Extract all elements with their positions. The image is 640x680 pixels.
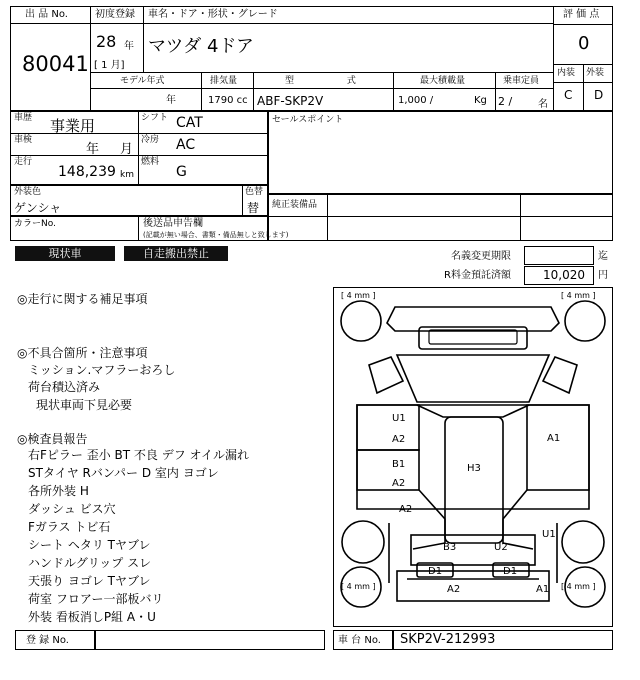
exterior-grade: D	[594, 88, 604, 102]
capacity-value: 2 /	[498, 95, 513, 108]
recycle-fee-label: R料金預託済額	[444, 270, 511, 281]
sales-point-label: セールスポイント	[272, 115, 344, 125]
max-load-value: 1,000 /	[398, 95, 434, 106]
inspector-line: 各所外装 H	[28, 484, 89, 498]
damage-mark: U2	[494, 542, 508, 553]
damage-mark: A2	[399, 504, 413, 515]
inspector-line: シート ヘタリ Tヤブレ	[28, 538, 151, 552]
fuel-value: G	[176, 164, 187, 180]
rear-bumper-outline	[397, 571, 549, 601]
score-value: 0	[578, 33, 590, 54]
displacement-label: 排気量	[210, 76, 238, 86]
color-value: ゲンシャ	[14, 201, 62, 215]
damage-mark: B3	[443, 542, 457, 553]
roof-outline	[445, 417, 503, 543]
fuel-label: 燃料	[141, 157, 160, 167]
tire-depth-front-right: [ 4 mm ]	[561, 291, 596, 300]
lot-number: 80041	[22, 52, 89, 76]
driving-notes-title: ◎走行に関する補足事項	[17, 292, 148, 306]
damage-mark: A1	[536, 584, 550, 595]
history-value: 事業用	[50, 117, 96, 135]
mileage-unit: km	[120, 170, 134, 180]
damage-mark: A1	[547, 433, 561, 444]
name-change-box	[524, 246, 594, 265]
ac-value: AC	[176, 137, 196, 153]
lot-number-label: 出 品 No.	[25, 9, 68, 20]
first-registration-year: 28	[96, 32, 117, 51]
damage-mark: B1	[392, 459, 406, 470]
ac-label: 冷房	[141, 135, 160, 145]
chassis-number-label: 車 台 No.	[338, 635, 381, 646]
model-year-label: モデル年式	[120, 76, 165, 86]
displacement-value: 1790 cc	[208, 95, 248, 106]
shift-value: CAT	[176, 115, 203, 131]
tire-depth-rear-left: [ 4 mm ]	[341, 582, 376, 591]
inspector-line: Fガラス トビ石	[28, 520, 111, 534]
interior-grade: C	[564, 88, 573, 102]
color-change-value: 替	[247, 201, 260, 215]
color-label: 外装色	[14, 187, 42, 197]
tire-front-left	[341, 301, 381, 341]
rear-panel-outline	[411, 535, 535, 565]
car-name-label: 車名・ドア・形状・グレード	[148, 9, 278, 20]
first-registration-label: 初度登録	[95, 9, 135, 20]
exterior-grade-label: 外装	[586, 68, 605, 78]
defect-line: 現状車両下見必要	[36, 398, 133, 412]
equipment-frame	[268, 194, 613, 241]
defect-line: ミッション.マフラーおろし	[28, 363, 176, 377]
capacity-unit: 名	[538, 99, 548, 110]
damage-mark: D1	[503, 566, 518, 577]
docs-label: 後送品申告欄	[143, 218, 203, 229]
model-code-label: 型 式	[285, 76, 356, 86]
inspector-line: 外装 看板消しP組 A・U	[28, 610, 156, 624]
model-code: ABF-SKP2V	[257, 94, 324, 108]
max-load-label: 最大積載量	[420, 76, 466, 86]
inspector-line: 右Fピラー 歪小 BT 不良 デフ オイル漏れ	[28, 448, 249, 462]
no-self-drive-badge: 自走搬出禁止	[124, 246, 228, 261]
inspector-line: 荷室 フロアー一部板バリ	[28, 592, 164, 606]
damage-mark: U1	[542, 529, 556, 540]
tire-rear-right	[562, 521, 604, 563]
inspector-line: ダッシュ ビス穴	[28, 502, 116, 516]
tire-rear-left	[342, 521, 384, 563]
model-year-unit: 年	[166, 95, 176, 106]
score-label: 評 価 点	[563, 9, 600, 20]
tire-front-right	[565, 301, 605, 341]
tire-depth-rear-right: [ 4 mm ]	[561, 582, 596, 591]
name-change-unit: 迄	[598, 251, 608, 262]
inspection-year: 年	[86, 142, 100, 157]
docs-note: (記載が無い場合、書類・備品無しと致します)	[143, 231, 289, 239]
damage-mark: D1	[428, 566, 443, 577]
inspection-month: 月	[120, 142, 134, 157]
damage-mark: U1	[392, 413, 406, 424]
tire-depth-front-left: [ 4 mm ]	[341, 291, 376, 300]
max-load-unit: Kg	[474, 95, 487, 106]
details-frame	[10, 111, 268, 185]
inspector-line: STタイヤ Rバンパー D 室内 ヨゴレ	[28, 466, 219, 480]
windshield-outline	[397, 355, 549, 402]
registration-number-value-box	[95, 630, 325, 650]
inspector-line: ハンドルグリップ スレ	[28, 556, 152, 570]
interior-grade-label: 内装	[557, 68, 576, 78]
capacity-label: 乗車定員	[503, 76, 540, 86]
defects-title: ◎不具合箇所・注意事項	[17, 346, 148, 360]
genuine-equipment-label: 純正装備品	[272, 200, 318, 210]
damage-mark: A2	[392, 434, 406, 445]
color-change-label: 色替	[245, 187, 264, 197]
recycle-fee-value: 10,020	[543, 268, 585, 282]
defect-line: 荷台積込済み	[28, 380, 101, 394]
name-change-label: 名義変更期限	[451, 251, 511, 262]
color-number-label: カラーNo.	[14, 219, 56, 229]
inspection-label: 車検	[14, 135, 33, 145]
chassis-number: SKP2V-212993	[400, 632, 496, 647]
inspector-line: 天張り ヨゴレ Tヤブレ	[28, 574, 151, 588]
mileage-value: 148,239	[58, 164, 116, 180]
first-registration-year-unit: 年	[124, 41, 134, 52]
current-condition-badge: 現状車	[15, 246, 115, 261]
first-registration-month: [ 1 月]	[94, 60, 125, 71]
history-label: 車歴	[14, 113, 33, 123]
car-condition-diagram	[333, 287, 613, 627]
registration-number-label: 登 録 No.	[26, 635, 69, 646]
car-name: マツダ 4ドア	[148, 36, 254, 57]
damage-mark: H3	[467, 463, 481, 474]
damage-mark: A2	[392, 478, 406, 489]
shift-label: シフト	[141, 113, 169, 123]
inspector-report-title: ◎検査員報告	[17, 432, 88, 446]
mileage-label: 走行	[14, 157, 33, 167]
recycle-fee-unit: 円	[598, 270, 608, 281]
damage-mark: A2	[447, 584, 461, 595]
